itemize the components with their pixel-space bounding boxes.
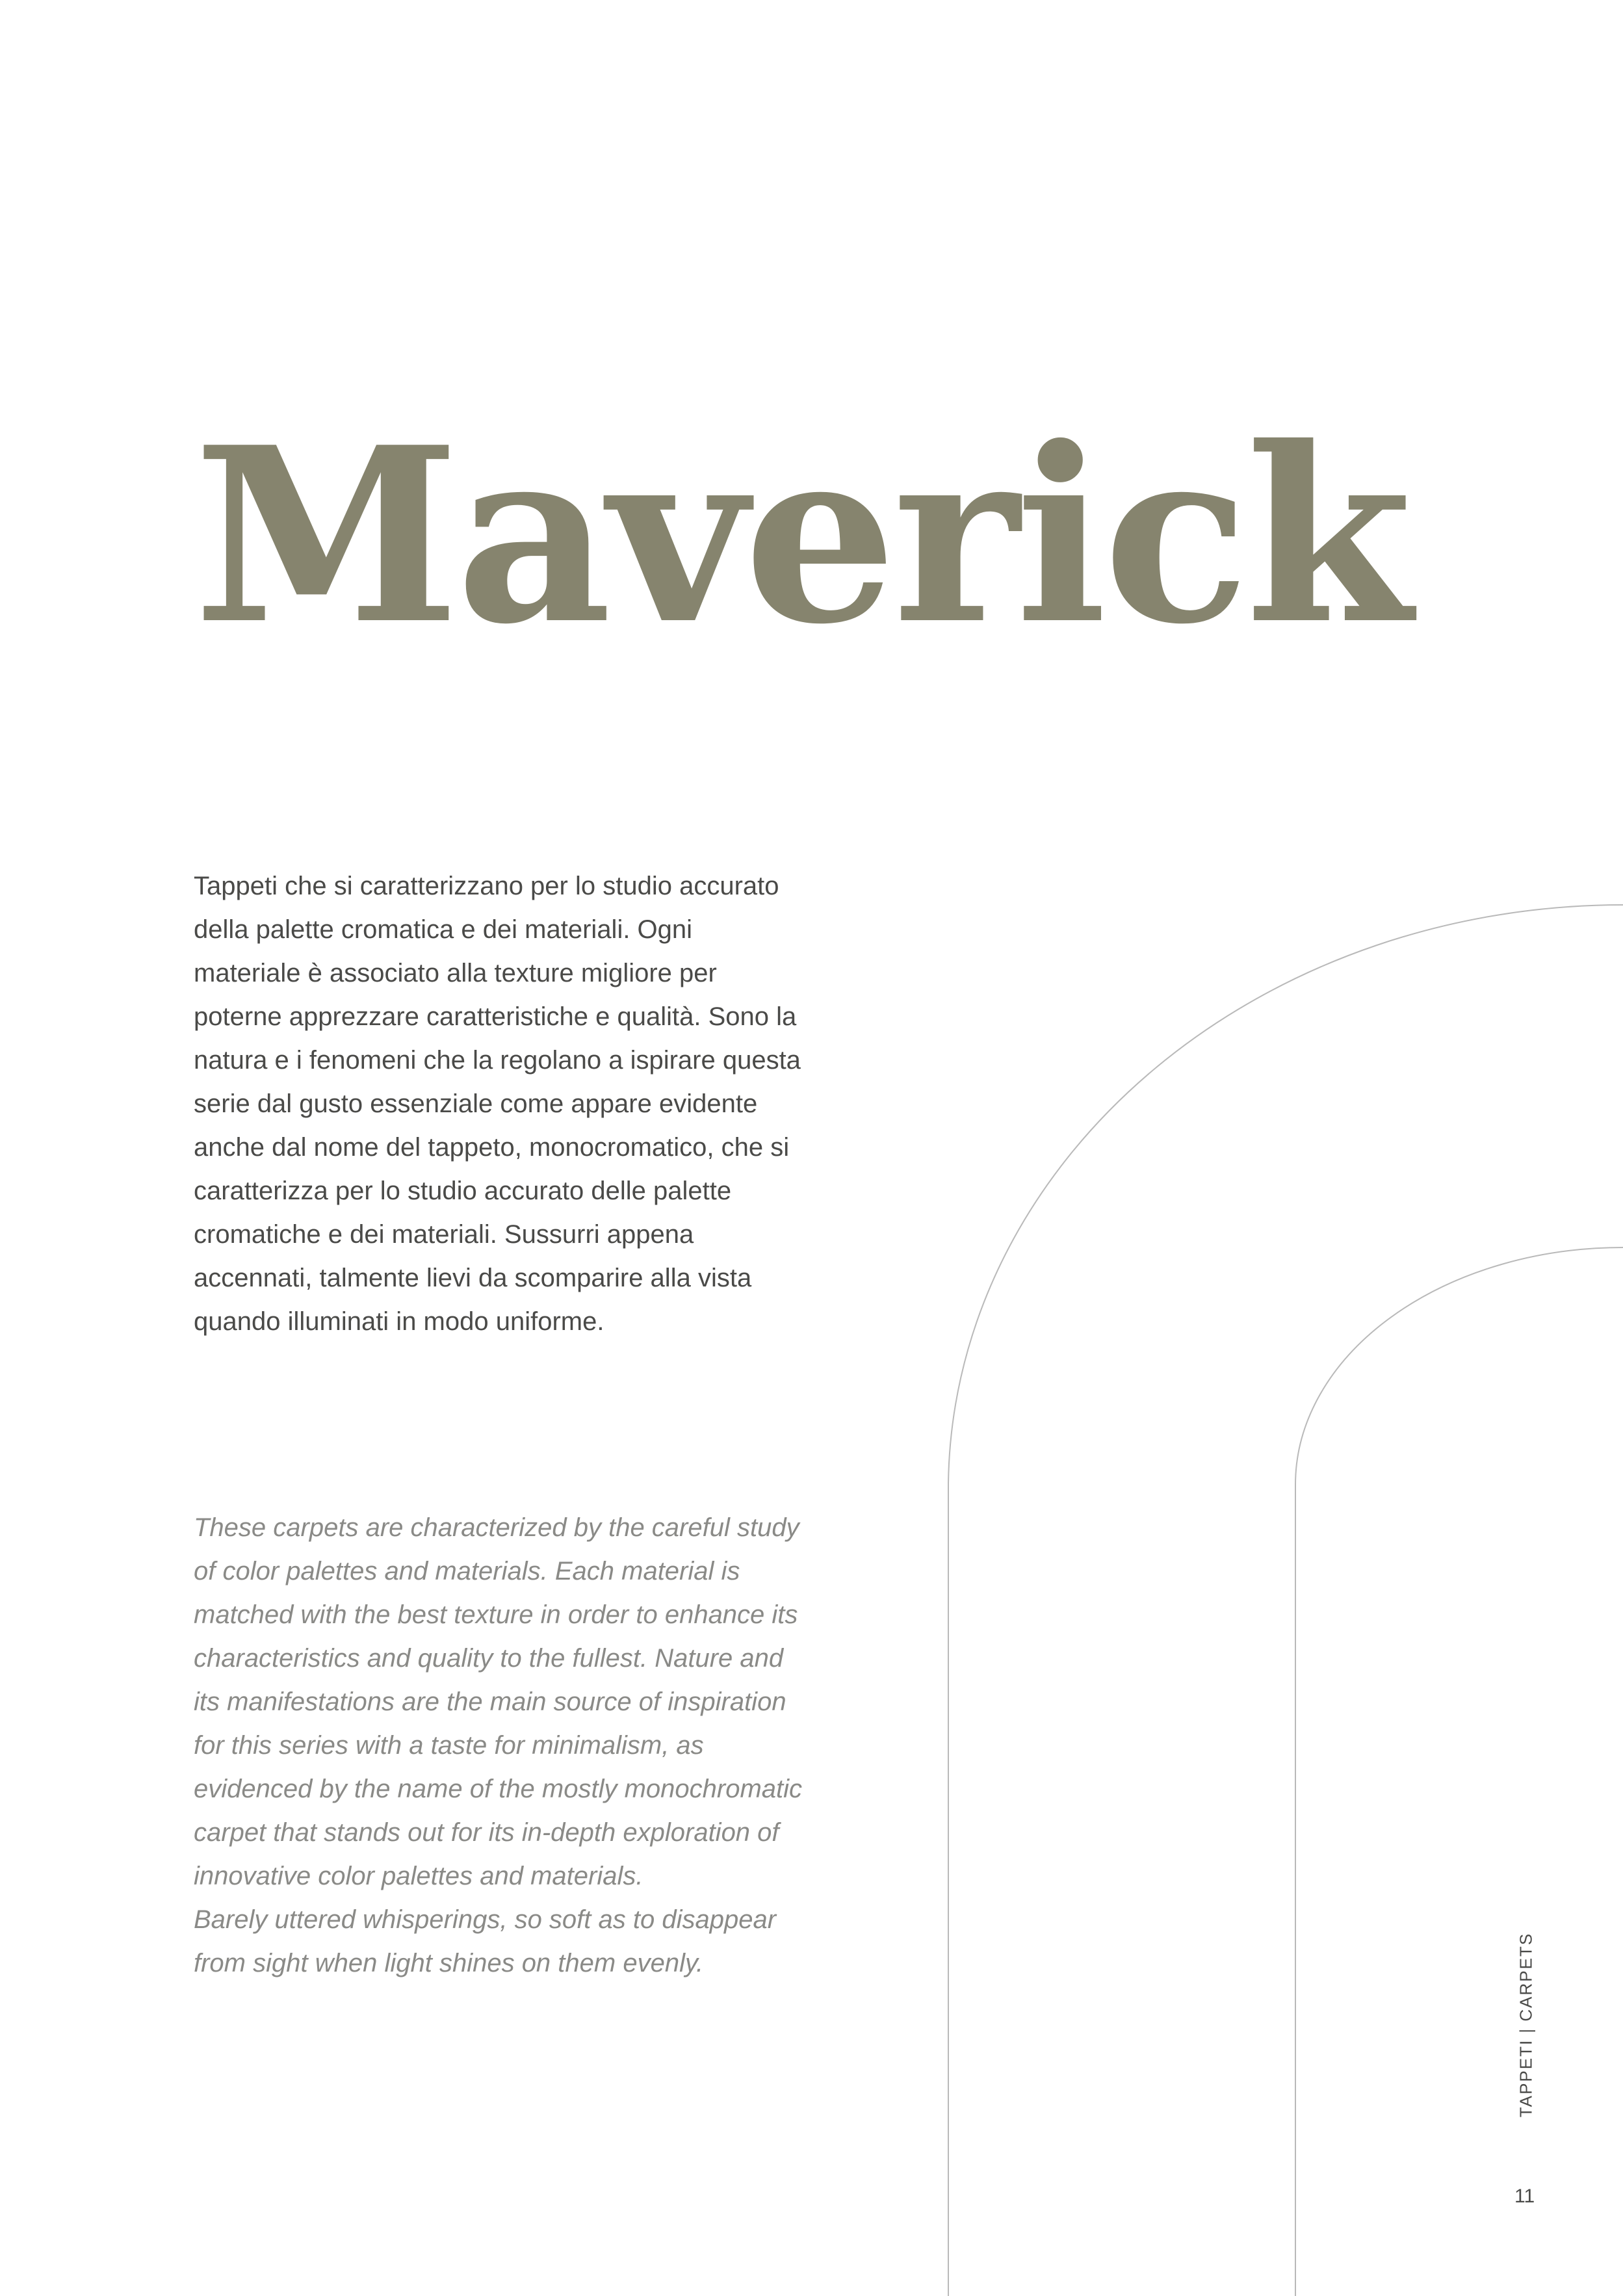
inner-arch-line xyxy=(1295,1247,1623,2296)
page-number: 11 xyxy=(1514,2185,1535,2207)
description-english-paragraph: These carpets are characterized by the careful study of color palettes and materials. Each material is matched with the best texture in order to enhance its characteristics and quality to the fullest. Nature and its manifestations are the main source of inspiration for this series with a taste for minimalism, as evidenced by the name of the mostly monochromatic carpet that stands out for its in-depth exploration of innovative color palettes and materials. xyxy=(194,1513,803,1890)
page-title: Maverick xyxy=(194,395,1409,677)
description-italian: Tappeti che si caratterizzano per lo studio accurato della palette cromatica e dei materiali. Ogni materiale è associato alla texture migliore per poterne apprezzare caratteristiche e qualità. Sono la natura e i fenomeni che la regolano a ispirare questa serie dal gusto essenziale come appare evidente anche dal nome del tappeto, monocromatico, che si caratterizza per lo studio accurato delle palette cromatiche e dei materiali. Sussurri appena accennati, talmente lievi da scomparire alla vista quando illuminati in modo uniforme. xyxy=(194,872,801,1336)
section-label: TAPPETI | CARPETS xyxy=(1516,1932,1536,2118)
description-english-paragraph: Barely uttered whisperings, so soft as to disappear from sight when light shines on them evenly. xyxy=(194,1905,777,1977)
description-english xyxy=(194,1506,805,1985)
